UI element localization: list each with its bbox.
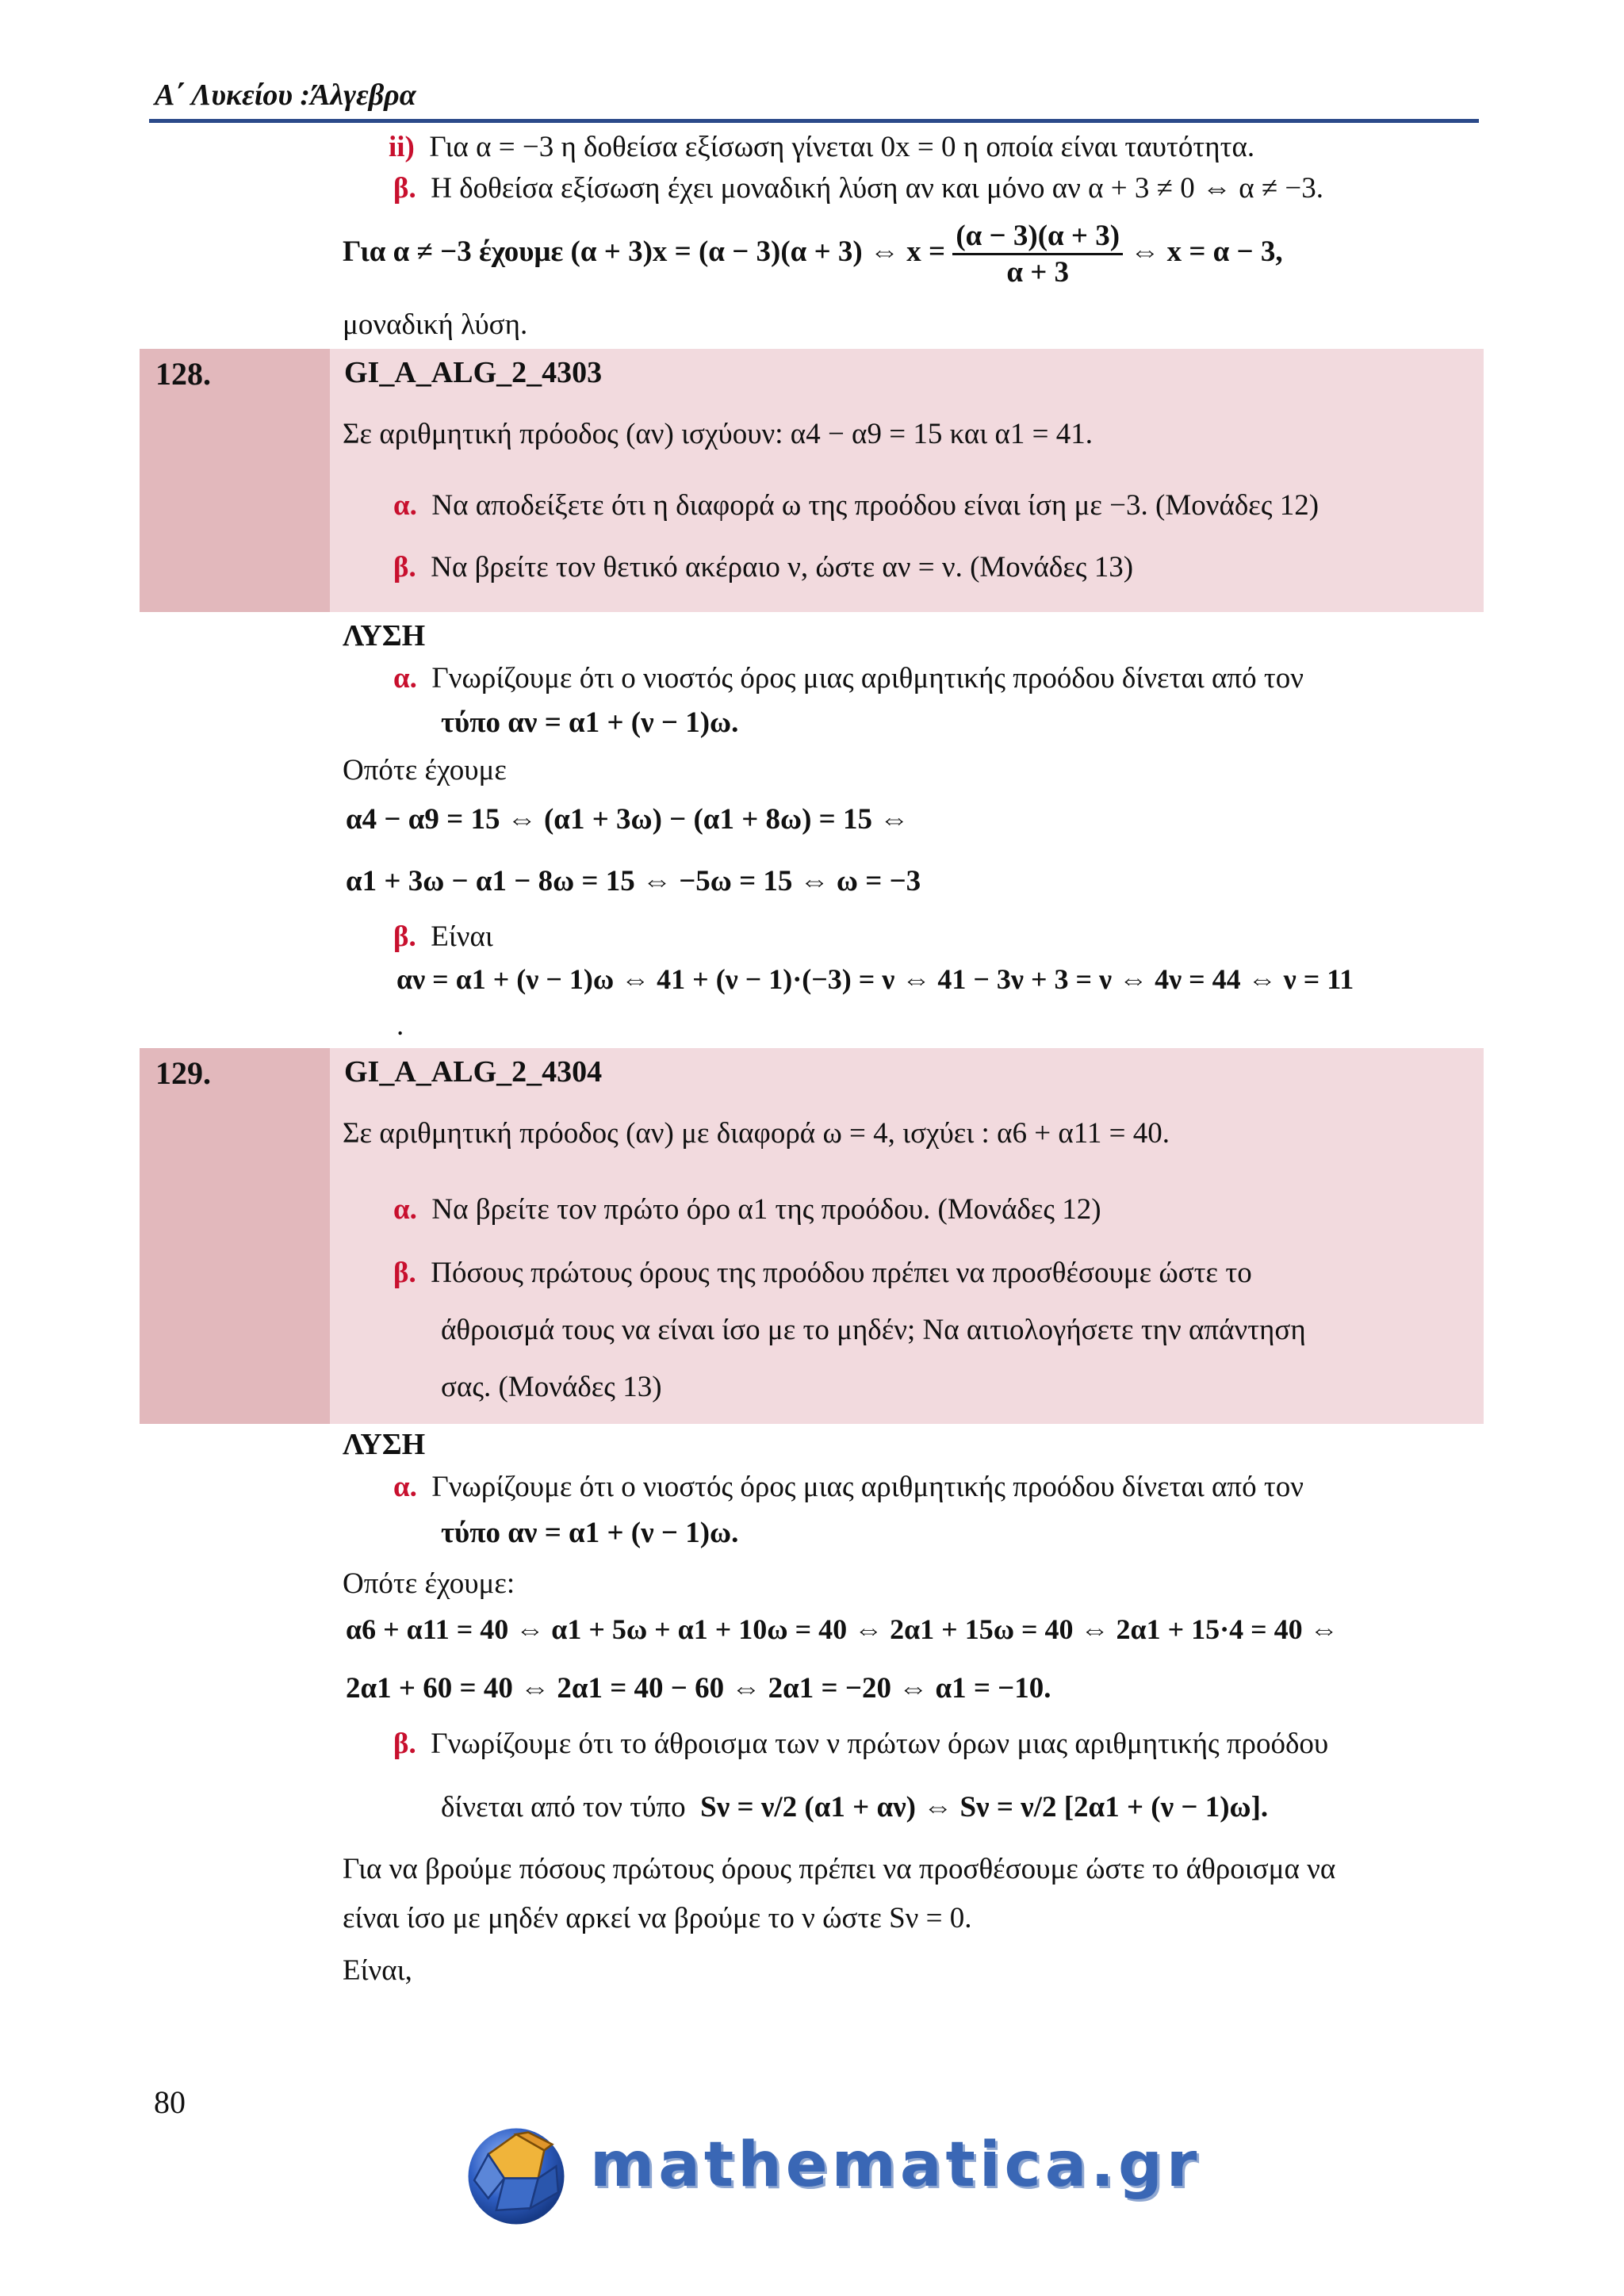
label-a: α.: [393, 489, 417, 522]
problem-code: GI_A_ALG_2_4304: [344, 1055, 603, 1089]
label-b: β.: [393, 172, 416, 205]
page-header-title: Α΄ Λυκείου :Άλγεβρα: [155, 78, 416, 112]
solution-title: ΛΥΣΗ: [343, 619, 426, 652]
label-b: β.: [393, 920, 416, 953]
p128-dot: .: [396, 1009, 404, 1042]
fraction-numerator: (α − 3)(α + 3): [956, 220, 1120, 252]
p129-para-line1: Για να βρούμε πόσους πρώτους όρους πρέπει να προσθέσουμε ώστε το άθροισμα να: [343, 1853, 1336, 1885]
p129-question-a: [393, 1192, 1101, 1226]
p129-statement: Σε αριθμητική πρόοδος (αν) με διαφορά ω = 4, ισχύει : α6 + α11 = 40.: [343, 1117, 1170, 1150]
label-a: α.: [393, 662, 417, 695]
solution-title: ΛΥΣΗ: [343, 1428, 426, 1461]
label-b: β.: [393, 1728, 416, 1760]
p129-sol-a-line2: τύπο αν = α1 + (ν − 1)ω.: [441, 1517, 739, 1549]
p128-opote: Οπότε έχουμε: [343, 754, 507, 786]
p129-question-b-line2: άθροισμά τους να είναι ίσο με το μηδέν; Να αιτιολογήσετε την απάντηση: [441, 1314, 1306, 1346]
label-a: α.: [393, 1193, 417, 1226]
label-ii: ii): [389, 131, 415, 163]
top-ii-text: Για α = −3 η δοθείσα εξίσωση γίνεται 0x = 0 η οποία είναι ταυτότητα.: [429, 131, 1255, 163]
question-b-text: Πόσους πρώτους όρους της προόδου πρέπει να προσθέσουμε ώστε το: [431, 1257, 1252, 1289]
label-b: β.: [393, 1257, 416, 1289]
question-b-text: Να βρείτε τον θετικό ακέραιο ν, ώστε αν = ν. (Μονάδες 13): [431, 551, 1134, 584]
p128-eq2: α1 + 3ω − α1 − 8ω = 15 ⇔ −5ω = 15 ⇔ ω = −3: [346, 865, 921, 897]
top-b-text: Η δοθείσα εξίσωση έχει μοναδική λύση αν και μόνο αν α + 3 ≠ 0 ⇔ α ≠ −3.: [431, 172, 1324, 205]
sol-a-text: Γνωρίζουμε ότι ο νιοστός όρος μιας αριθμητικής προόδου δίνεται από τον: [431, 662, 1304, 695]
label-a: α.: [393, 1471, 417, 1503]
p128-question-a: [393, 488, 1319, 522]
site-logo-text[interactable]: mathematica.gr: [590, 2130, 1201, 2201]
top-line-4: μοναδική λύση.: [343, 308, 528, 341]
p128-statement: Σε αριθμητική πρόοδος (αν) ισχύουν: α4 − α9 = 15 και α1 = 41.: [343, 418, 1093, 450]
label-b: β.: [393, 551, 416, 584]
p128-question-b: [393, 550, 1133, 584]
p129-para-line2: είναι ίσο με μηδέν αρκεί να βρούμε το ν ώστε Sν = 0.: [343, 1902, 972, 1934]
problem-code: GI_A_ALG_2_4303: [344, 356, 603, 389]
p128-sol-a-line2: τύπο αν = α1 + (ν − 1)ω.: [441, 706, 739, 739]
problem-number-strip: [140, 1048, 330, 1424]
sol-b-prefix: δίνεται από τον τύπο: [441, 1791, 686, 1823]
p129-sol-a-line1: [393, 1470, 1304, 1504]
p129-einai: Είναι,: [343, 1954, 412, 1987]
p128-sol-a-line1: [393, 661, 1304, 695]
p129-sol-b-line2: [441, 1790, 1268, 1824]
polyhedron-icon: [466, 2126, 566, 2226]
question-a-text: Να βρείτε τον πρώτο όρο α1 της προόδου. (Μονάδες 12): [431, 1193, 1101, 1226]
line3-fraction: [952, 219, 1123, 289]
problem-number: 128.: [155, 356, 211, 392]
p129-opote: Οπότε έχουμε:: [343, 1567, 515, 1600]
p129-question-b-line1: [393, 1256, 1252, 1290]
p128-eq3: αν = α1 + (ν − 1)ω ⇔ 41 + (ν − 1)·(−3) = ν ⇔ 41 − 3ν + 3 = ν ⇔ 4ν = 44 ⇔ ν = 11: [396, 963, 1354, 995]
p128-sol-b: [393, 920, 493, 954]
header-rule: [149, 119, 1479, 123]
fraction-denominator: α + 3: [952, 253, 1123, 289]
question-a-text: Να αποδείξετε ότι η διαφορά ω της προόδου είναι ίση με −3. (Μονάδες 12): [431, 489, 1320, 522]
line3-prefix: Για α ≠ −3 έχουμε (α + 3)x = (α − 3)(α + 3) ⇔ x =: [343, 235, 946, 268]
p129-eq1: α6 + α11 = 40 ⇔ α1 + 5ω + α1 + 10ω = 40 ⇔ 2α1 + 15ω = 40 ⇔ 2α1 + 15·4 = 40 ⇔: [346, 1613, 1339, 1645]
p129-sol-b-line1: [393, 1727, 1328, 1761]
problem-number: 129.: [155, 1055, 211, 1091]
problem-129-box: [140, 1048, 1484, 1424]
p128-eq1: α4 − α9 = 15 ⇔ (α1 + 3ω) − (α1 + 8ω) = 15 ⇔: [346, 803, 910, 836]
p129-question-b-line3: σας. (Μονάδες 13): [441, 1371, 662, 1403]
sol-b-text: Είναι: [431, 920, 493, 953]
line3-suffix: ⇔ x = α − 3,: [1130, 235, 1283, 268]
top-line-ii: [389, 130, 1254, 164]
top-line-b: [393, 171, 1323, 205]
sol-b-text: Γνωρίζουμε ότι το άθροισμα των ν πρώτων όρων μιας αριθμητικής προόδου: [431, 1728, 1329, 1760]
p129-eq2: 2α1 + 60 = 40 ⇔ 2α1 = 40 − 60 ⇔ 2α1 = −20 ⇔ α1 = −10.: [346, 1672, 1051, 1705]
page-number: 80: [154, 2084, 186, 2120]
sum-formula: Sν = ν/2 (α1 + αν) ⇔ Sν = ν/2 [2α1 + (ν − 1)ω].: [700, 1791, 1269, 1823]
sol-a-text: Γνωρίζουμε ότι ο νιοστός όρος μιας αριθμητικής προόδου δίνεται από τον: [431, 1471, 1304, 1503]
top-line-3: [343, 219, 1283, 289]
